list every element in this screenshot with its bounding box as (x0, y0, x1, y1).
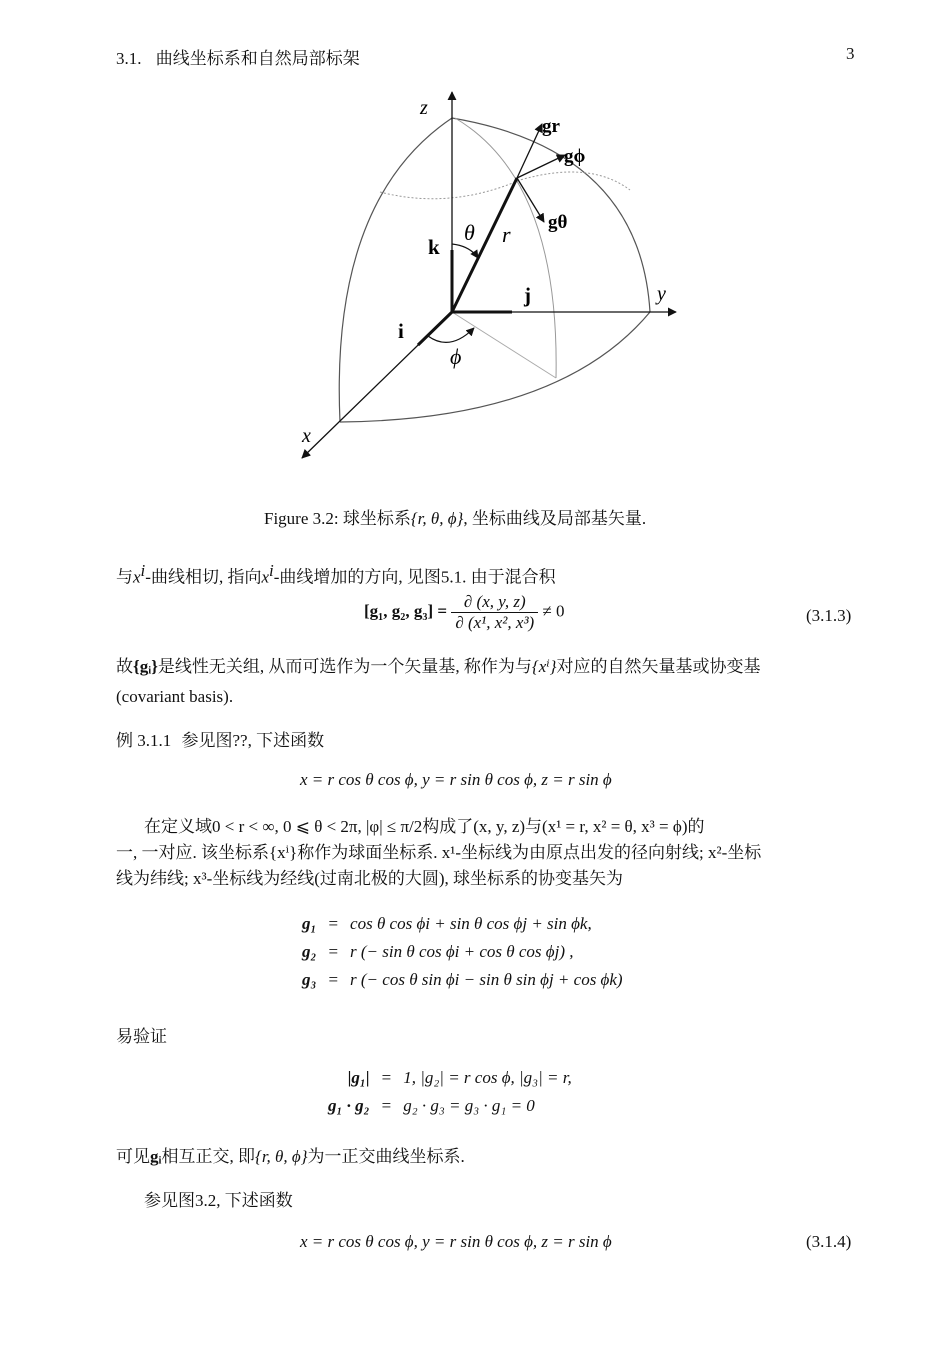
para2-math-g: {gᵢ} (133, 657, 158, 676)
j-label: j (524, 283, 531, 307)
para4-text1: 可见 (116, 1147, 150, 1166)
gtheta-vector (517, 178, 544, 222)
para2-line2: (covariant basis). (116, 687, 234, 706)
example-title: 例 3.1.1 (116, 731, 172, 750)
para1-text1: 与 (116, 567, 133, 587)
gphi-label: gϕ (564, 146, 586, 167)
basis-eq-row (296, 938, 629, 966)
verify-text: 易验证 (116, 1027, 167, 1046)
z-label: z (420, 97, 428, 119)
sphere-edge-xz (339, 118, 452, 422)
para2-math-x: {xⁱ} (531, 657, 557, 676)
eq313-denominator: ∂ (x¹, x², x³) (455, 613, 535, 632)
eq313-lhs: [g₁, g₂, g₃] = (364, 601, 448, 621)
verify-eq2-lhs: g₁ · g₂ (328, 1096, 370, 1115)
latitude-line (380, 172, 630, 199)
paragraph-3 (116, 814, 860, 892)
para3-line1: 在定义域0 < r < ∞, 0 ⩽ θ < 2π, |φ| ≤ π/2构成了(x, y, z)与(x¹ = r, x² = θ, x³ = ϕ)的 (144, 817, 705, 836)
basis-eq1-rhs: cos θ cos ϕi + sin θ cos ϕj + sin ϕk, (350, 914, 592, 933)
k-label: k (428, 235, 440, 259)
caption-text2: , 坐标曲线及局部基矢量. (463, 509, 647, 528)
basis-eq3-lhs: g₃ (302, 970, 317, 989)
eq313-rhs: ≠ 0 (542, 601, 565, 621)
spherical-coordinates-figure (0, 0, 950, 500)
figure-caption (264, 506, 646, 532)
paragraph-4 (116, 1144, 465, 1170)
meridian-line (455, 118, 556, 378)
basis-equations (296, 910, 629, 994)
para1-math1: x (133, 567, 141, 587)
para2-text-b: 是线性无关组, 从而可选作为一个矢量基, 称作为与 (157, 657, 532, 676)
caption-prefix: Figure 3.2: (264, 509, 339, 528)
i-label: i (398, 319, 404, 343)
basis-eq1-lhs: g₁ (302, 914, 317, 933)
equation-3-1-4: x = r cos θ cos ϕ, y = r sin θ cos ϕ, z = r sin ϕ (300, 1232, 612, 1251)
verify-eq1-op: = (381, 1068, 392, 1087)
equation-3-1-3 (364, 592, 565, 633)
caption-math: {r, θ, ϕ} (410, 509, 464, 528)
para1-math2: x (261, 567, 269, 587)
para4-text2: 相互正交, 即 (161, 1147, 256, 1166)
caption-text1: 球坐标系 (342, 509, 411, 528)
para1-text2: -曲线相切, 指向 (145, 567, 262, 587)
basis-eq1-op: = (328, 914, 339, 933)
x-label: x (302, 425, 311, 447)
para2-text-c: 对应的自然矢量基或协变基 (556, 657, 761, 676)
eq313-numerator: ∂ (x, y, z) (451, 592, 538, 613)
basis-eq-row (296, 966, 629, 994)
section-title: 曲线坐标系和自然局部标架 (155, 49, 360, 68)
example-text: 参见图??, 下述函数 (181, 731, 325, 750)
verify-eq1-lhs: |g₁| (347, 1068, 370, 1087)
para3-line3: 线为纬线; x³-坐标线为经线(过南北极的大圆), 球坐标系的协变基矢为 (116, 869, 624, 888)
projection-line (452, 312, 556, 378)
basis-eq3-op: = (328, 970, 339, 989)
verify-eq2-rhs: g₂ · g₃ = g₃ · g₁ = 0 (403, 1096, 535, 1115)
basis-eq2-op: = (328, 942, 339, 961)
para3-line2: 一, 一对应. 该坐标系{xⁱ}称作为球面坐标系. x¹-坐标线为由原点出发的径向射线; x²-坐标 (116, 843, 762, 862)
basis-eq2-rhs: r (− sin θ cos ϕi + cos θ cos ϕj) , (350, 942, 574, 961)
basis-eq2-lhs: g₂ (302, 942, 317, 961)
section-number: 3.1. (116, 49, 142, 68)
gtheta-label: gθ (548, 212, 568, 233)
verify-eq-row (322, 1064, 578, 1092)
r-label: r (502, 222, 511, 247)
basis-eq3-rhs: r (− cos θ sin ϕi − sin θ sin ϕj + cos ϕk) (350, 970, 623, 989)
page-number: 3 (846, 44, 855, 63)
verify-equations (322, 1064, 578, 1120)
y-label: y (657, 283, 666, 305)
eq314-number: (3.1.4) (806, 1232, 852, 1251)
para4-math1: gᵢ (150, 1147, 162, 1166)
verify-eq2-op: = (381, 1096, 392, 1115)
gr-vector (517, 124, 542, 178)
para2-text-a: 故 (116, 657, 133, 676)
paragraph-5: 参见图3.2, 下述函数 (144, 1191, 293, 1210)
sphere-edge-xy (340, 312, 650, 422)
para4-text3: 为一正交曲线坐标系. (307, 1147, 465, 1166)
gr-label: gr (542, 116, 560, 137)
verify-eq-row (322, 1092, 578, 1120)
eq313-number: (3.1.3) (806, 606, 852, 625)
theta-label: θ (464, 220, 475, 245)
verify-eq1-rhs: 1, |g₂| = r cos ϕ, |g₃| = r, (403, 1068, 572, 1087)
para1-text3: -曲线增加的方向, 见图5.1. 由于混合积 (273, 567, 556, 587)
paragraph-1: 与$x^i-$曲线相切, 指向$x^i-$曲线增加的方向, 见图5.1. 由于混合积 (116, 561, 556, 587)
paragraph-2 (116, 654, 860, 710)
basis-eq-row (296, 910, 629, 938)
theta-arc (452, 244, 478, 258)
phi-label: ϕ (450, 344, 462, 369)
example-heading (116, 728, 324, 754)
para4-math2: {r, θ, ϕ} (255, 1147, 308, 1166)
example-equation: x = r cos θ cos ϕ, y = r sin θ cos ϕ, z = r sin ϕ (300, 770, 612, 789)
